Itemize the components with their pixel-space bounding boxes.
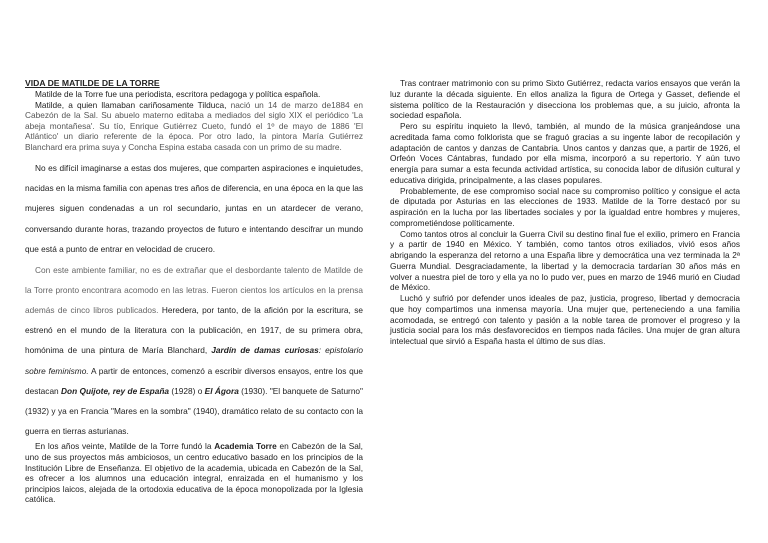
writing-part-i: (1930).: [238, 385, 270, 396]
paragraph-imagine: No es difícil imaginarse a estas dos mujeres, que comparten aspiraciones e inquietudes, nacidas en la misma familia con apenas tres años de diferencia, en una época en la que las mujeres siguen condenadas a un rol secundario, juntas en un atardecer de verano, conversando durante horas, trazando proyectos de futuro e intentando descifrar un mundo que está a punto de entrar en velocidad de crucero.: [25, 162, 363, 255]
work-title-quijote: Don Quijote, rey de España: [61, 385, 170, 396]
paragraph-family-body: nació un 14 de marzo de1884 en Cabezón de la Sal. Su abuelo materno editaba a mediados del siglo XIX el periódico 'La abeja montañesa'. Su tío, Enrique Gutiérrez Cueto, fundó el 1º de mayo de 1886 'El Atlántico' un diario referente de la época. Por otro lado, la pintora María Gutiérrez Blanchard era prima suya y Concha Espina estaba casada con un primo de su madre.: [25, 99, 363, 152]
paragraph-politics: Probablemente, de ese compromiso social nace su compromiso político y consigue el acta de diputada por Asturias en las elecciones de 1933. Matilde de la Torre destacó por su aspiración en la lucha por las libertades sociales y por la igualdad entre hombres y mujeres, comprometiéndose políticamente.: [390, 185, 740, 228]
writing-part-e: A partir de entonces, comenzó a escribir diversos ensayos, entre los que destacan: [25, 365, 364, 396]
academy-part-c: en Cabezón de la Sal, uno de sus proyectos más ambiciosos, un centro educativo basado en los principios de la Institución Libre de Enseñanza. El objetivo de la academia, ubicada en Cabezón de la Sal, es ofrecer a los alumnos una educación integral, enraizada en el humanismo y los principios laicos, alejada de la ortodoxia educativa de la época monopolizada por la Iglesia católica.: [25, 441, 363, 505]
work-title-jardin: Jardín de damas curiosas: [211, 345, 319, 356]
paragraph-writing: [25, 260, 363, 442]
paragraph-academy: [25, 441, 363, 505]
paragraph-family: [25, 100, 363, 153]
paragraph-legacy: Luchó y sufrió por defender unos ideales de paz, justicia, progreso, libertad y democracia que hoy compartimos una inmensa mayoría. Una mujer que, perteneciendo a una familia acomodada, se entregó con talento y pasión a la noble tarea de promover el progreso y la justicia social para los más desfavorecidos en tiempos nada fáciles. Una mujer de gran altura intelectual que sirvió a España hasta el último de sus días.: [390, 293, 740, 346]
writing-part-b: Heredera, por tanto, de la afición por la escritura, se estrenó en el mundo de la literatura con la publicación, en 1917, de su primera obra, homónima de una pintura de María Blanchard,: [25, 305, 363, 356]
paragraph-music: Pero su espíritu inquieto la llevó, también, al mundo de la música granjeándose una acreditada fama como folklorista que se fraguó gracias a su ingente labor de recopilación y adaptación de cantos y danzas de Cantabria. Unos cantos y danzas que, a partir de 1926, el Orfeón Voces Cántabras, fundado por ella misma, incorporó a su repertorio. Y aún tuvo energía para sumar a esta fecunda actividad artística, su conocida labor de difusión cultural y educativa dirigida, principalmente, a las clases populares.: [390, 121, 740, 185]
paragraph-family-lead: Matilde, a quien llamaban cariñosamente Tilduca,: [35, 99, 227, 110]
work-subtitle-jardin: : epistolario sobre feminismo.: [25, 345, 364, 376]
writing-part-j: "El banquete de Saturno" (1932) y ya en Francia "Mares en la sombra" (1940), dramático relato de su contacto con la guerra en tierras asturianas.: [25, 385, 363, 437]
academy-part-a: En los años veinte, Matilde de la Torre fundó la: [35, 441, 215, 452]
work-title-agora: El Ágora: [204, 385, 239, 396]
paragraph-intro: Matilde de la Torre fue una periodista, escritora pedagoga y política española.: [35, 89, 321, 99]
academy-name: Academia Torre: [214, 441, 277, 452]
paragraph-marriage: Tras contraer matrimonio con su primo Sixto Gutiérrez, redacta varios ensayos que verán la luz durante la década siguiente. En ellos analiza la figura de Ortega y Gasset, defiende el sistema político de la Restauración y disecciona los problemas que, a su juicio, afronta la sociedad española.: [390, 78, 740, 121]
document-title: VIDA DE MATILDE DE LA TORRE: [25, 78, 160, 88]
writing-part-g: (1928) o: [169, 385, 205, 396]
paragraph-exile: Como tantos otros al concluir la Guerra Civil su destino final fue el exilio, primero en Francia y a partir de 1940 en México. Y también, como tantos otros exiliados, vivió esos años abrigando la esperanza del retorno a una España libre y democrática una vez terminada la 2ª Guerra Mundial. Desgraciadamente, la libertad y la democracia tardarían 30 años más en volver a nuestra piel de toro y ella ya no lo pudo ver, pues en marzo de 1946 murió en Ciudad de México.: [390, 228, 740, 293]
left-column: [25, 78, 363, 505]
writing-part-a: Con este ambiente familiar, no es de extrañar que el desbordante talento de Matilde de la Torre pronto encontrara acomodo en las letras. Fueron cientos los artículos en la prensa además de cinco libros publicados.: [25, 264, 363, 315]
right-column: [390, 78, 740, 347]
